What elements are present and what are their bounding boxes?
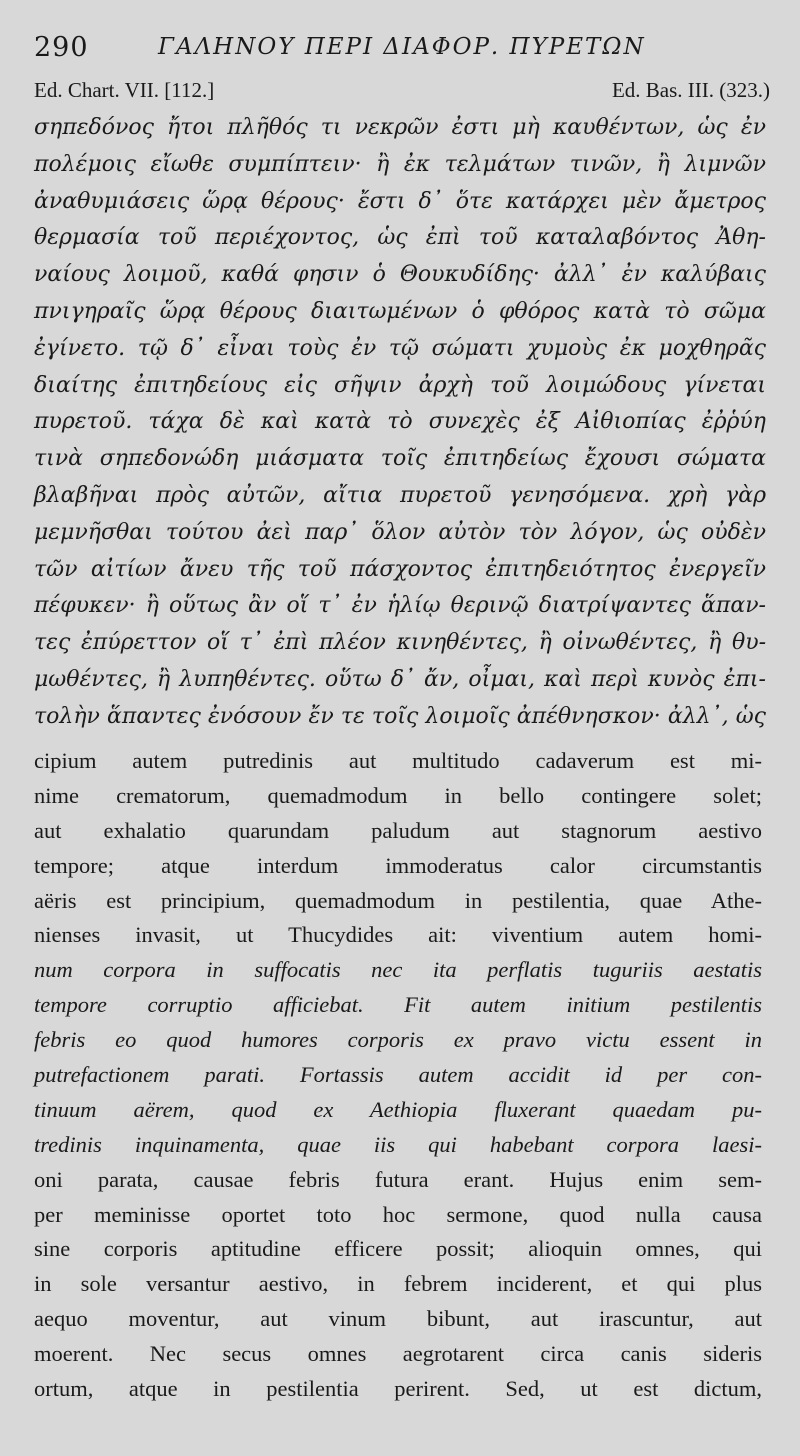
latin-text-line: tredinis inquinamenta, quae iis qui habebant corpora laesi- [34, 1131, 762, 1157]
edition-reference-chartier: Ed. Chart. VII. [112.] [34, 78, 215, 102]
latin-text-line: aut exhalatio quarundam paludum aut stagnorum aestivo [34, 817, 762, 843]
page-number: 290 [34, 32, 89, 63]
latin-text-line: febris eo quod humores corporis ex pravo victu essent in [34, 1027, 762, 1053]
latin-text-line: per meminisse oportet toto hoc sermone, quod nulla causa [34, 1201, 762, 1227]
greek-text-line: πνιγηραῖς ὥρᾳ θέρους διαιτωμένων ὁ φθόρος κατὰ τὸ σῶμα [34, 298, 766, 324]
page-header [34, 28, 770, 64]
running-title: ΓΑΛΗΝΟΥ ΠΕΡΙ ΔΙΑΦΟΡ. ΠΥΡΕΤΩΝ [158, 34, 646, 60]
greek-text-line: ἐγίνετο. τῷ δ᾽ εἶναι τοὺς ἐν τῷ σώματι χυμοὺς ἐκ μοχθηρᾶς [34, 335, 766, 361]
latin-text-line: tempore corruptio afficiebat. Fit autem initium pestilentis [34, 992, 762, 1018]
greek-text-line: μεμνῆσθαι τούτου ἀεὶ παρ᾽ ὅλον αὐτὸν τὸν λόγον, ὡς οὐδὲν [34, 519, 766, 545]
latin-text-line: tempore; atque interdum immoderatus calor circumstantis [34, 852, 762, 878]
greek-text-line: ναίους λοιμοῦ, καθά φησιν ὁ Θουκυδίδης· ἀλλ᾽ ἐν καλύβαις [34, 262, 766, 288]
greek-text-block [34, 110, 766, 736]
latin-text-line: in sole versantur aestivo, in febrem inciderent, et qui plus [34, 1271, 762, 1297]
greek-text-line: τολὴν ἅπαντες ἐνόσουν ἔν τε τοῖς λοιμοῖς ἀπέθνησκον· ἀλλ᾽, ὡς [34, 703, 766, 729]
latin-text-line: moerent. Nec secus omnes aegrotarent circa canis sideris [34, 1341, 762, 1367]
latin-text-line: cipium autem putredinis aut multitudo cadaverum est mi- [34, 748, 762, 773]
latin-text-line: sine corporis aptitudine efficere possit; alioquin omnes, qui [34, 1236, 762, 1262]
latin-text-line: ortum, atque in pestilentia perirent. Sed, ut est dictum, [34, 1376, 762, 1402]
latin-text-line: aequo moventur, aut vinum bibunt, aut irascuntur, aut [34, 1306, 762, 1332]
edition-references [34, 78, 770, 106]
greek-text-line: τινὰ σηπεδονώδη μιάσματα τοῖς ἐπιτηδείως ἔχουσι σώματα [34, 446, 766, 472]
greek-text-line: πυρετοῦ. τάχα δὲ καὶ κατὰ τὸ συνεχὲς ἐξ Αἰθιοπίας ἐῤῥύη [34, 409, 766, 435]
greek-text-line: τες ἐπύρεττον οἵ τ᾽ ἐπὶ πλέον κινηθέντες, ἢ οἰνωθέντες, ἢ θυ- [34, 630, 766, 656]
latin-text-line: nienses invasit, ut Thucydides ait: viventium autem homi- [34, 922, 762, 948]
greek-text-line: τῶν αἰτίων ἄνευ τῆς τοῦ πάσχοντος ἐπιτηδειότητος ἐνεργεῖν [34, 556, 766, 582]
greek-text-line: σηπεδόνος ἤτοι πλῆθός τι νεκρῶν ἐστι μὴ καυθέντων, ὡς ἐν [34, 115, 766, 140]
edition-reference-basel: Ed. Bas. III. (323.) [611, 78, 770, 102]
greek-text-line: μωθέντες, ἢ λυπηθέντες. οὕτω δ᾽ ἄν, οἶμαι, καὶ περὶ κυνὸς ἐπι- [34, 666, 766, 692]
greek-text-line: πολέμοις εἴωθε συμπίπτειν· ἢ ἐκ τελμάτων τινῶν, ἢ λιμνῶν [34, 151, 766, 177]
latin-text-line: tinuum aërem, quod ex Aethiopia fluxerant quaedam pu- [34, 1096, 762, 1122]
latin-text-line: putrefactionem parati. Fortassis autem accidit id per con- [34, 1062, 762, 1088]
greek-text-line: διαίτης ἐπιτηδείους εἰς σῆψιν ἀρχὴ τοῦ λοιμώδους γίνεται [34, 372, 766, 398]
latin-text-line: aëris est principium, quemadmodum in pestilentia, quae Athe- [34, 887, 762, 913]
latin-text-line: nime crematorum, quemadmodum in bello contingere solet; [34, 782, 762, 808]
greek-text-line: θερμασία τοῦ περιέχοντος, ὡς ἐπὶ τοῦ καταλαβόντος Ἀθη- [34, 225, 766, 251]
greek-text-line: ἀναθυμιάσεις ὥρᾳ θέρους· ἔστι δ᾽ ὅτε κατάρχει μὲν ἄμετρος [34, 188, 766, 214]
latin-translation-block [34, 744, 762, 1407]
greek-text-line: βλαβῆναι πρὸς αὐτῶν, αἴτια πυρετοῦ γενησόμενα. χρὴ γὰρ [34, 482, 766, 508]
latin-text-line: num corpora in suffocatis nec ita perflatis tuguriis aestatis [34, 957, 762, 983]
latin-text-line: oni parata, causae febris futura erant. Hujus enim sem- [34, 1166, 762, 1192]
greek-text-line: πέφυκεν· ἢ οὕτως ἂν οἵ τ᾽ ἐν ἡλίῳ θερινῷ διατρίψαντες ἅπαν- [34, 593, 766, 619]
